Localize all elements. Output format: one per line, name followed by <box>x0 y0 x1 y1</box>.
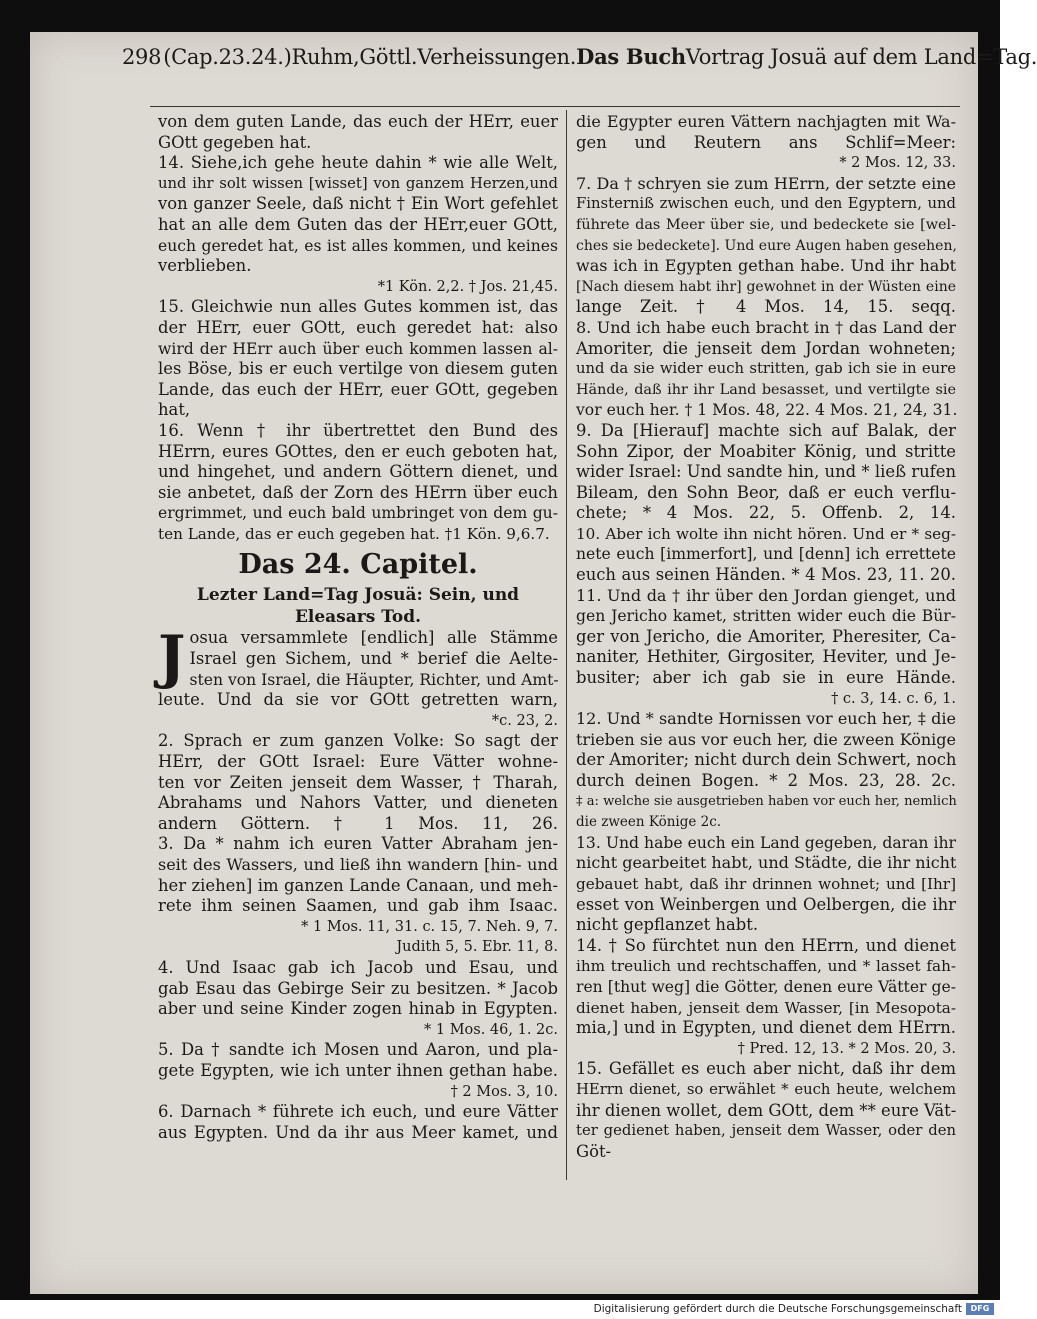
text-line: ergrimmet, und euch bald umbringet von dem gu- <box>158 504 558 523</box>
text-line: rete ihm seinen Saamen, und gab ihm Isaac. <box>158 896 558 916</box>
text-line: durch deinen Bogen. * 2 Mos. 23, 28. 2c. <box>576 771 956 790</box>
text-line: führete das Meer über sie, und bedeckete sie [wel- <box>576 216 956 233</box>
text-line: 11. Und da † ihr über den Jordan gienget, und <box>576 585 956 605</box>
text-line: Israel gen Sichem, und * berief die Aelte- <box>189 649 558 669</box>
text-line: und da sie wider euch stritten, gab ich sie in eure <box>576 360 956 378</box>
text-line: Lande, das euch der HErr, euer GOtt, gegeben <box>158 379 558 399</box>
text-line: 4. Und Isaac gab ich Jacob und Esau, und <box>158 957 558 977</box>
text-line: hat an alle dem Guten das der HErr,euer GOtt, <box>158 214 558 234</box>
text-line: 7. Da † schryen sie zum HErrn, der setzte eine <box>576 173 956 193</box>
text-line: ihr dienen wollet, dem GOtt, dem ** eure Vät- <box>576 1100 957 1120</box>
text-line: *c. 23, 2. <box>491 712 558 729</box>
text-line: † c. 3, 14. c. 6, 1. <box>831 690 956 707</box>
text-line: gen und Reutern ans Schlif=Meer: <box>576 132 956 152</box>
text-line: euch geredet hat, es ist alles kommen, und keines <box>158 236 558 255</box>
running-header <box>122 44 1037 78</box>
text-line: naniter, Hethiter, Girgositer, Heviter, und Je- <box>576 647 956 667</box>
text-line: * 2 Mos. 12, 33. <box>839 155 956 172</box>
text-line: die Egypter euren Vättern nachjagten mit Wa- <box>576 112 956 131</box>
text-line: der HErr, euer GOtt, euch geredet hat: also <box>158 317 558 337</box>
text-line: † 2 Mos. 3, 10. <box>450 1083 558 1100</box>
right-text-block <box>576 112 956 1162</box>
text-line: les Böse, bis er euch vertilge von diesem guten <box>158 359 558 379</box>
text-line: dienet haben, jenseit dem Wasser, [in Mesopota- <box>576 998 956 1017</box>
text-line: chete; * 4 Mos. 22, 5. Offenb. 2, 14. <box>576 503 956 523</box>
text-line: HErr, der GOtt Israel: Eure Vätter wohne- <box>158 752 558 772</box>
text-line: esset von Weinbergen und Oelbergen, die ihr <box>576 894 956 914</box>
text-line: † Pred. 12, 13. * 2 Mos. 20, 3. <box>737 1040 956 1057</box>
text-line: sie anbetet, daß der Zorn des HErrn über euch <box>158 482 558 502</box>
text-line: HErrn dienet, so erwählet * euch heute, welchem <box>576 1080 956 1098</box>
text-line: ter gedienet haben, jenseit dem Wasser, oder den <box>576 1122 956 1140</box>
left-chapter-text <box>158 623 559 1143</box>
text-line: ger von Jericho, die Amoriter, Pheresiter, Ca- <box>576 626 956 646</box>
text-line: aber und seine Kinder zogen hinab in Egypten. <box>158 999 558 1019</box>
text-line: nicht gepflanzet habt. <box>576 915 759 935</box>
text-line: Abrahams und Nahors Vatter, und dieneten <box>158 793 558 813</box>
text-line: 15. Gleichwie nun alles Gutes kommen ist, das <box>158 297 558 317</box>
text-line: ten Lande, das er euch gegeben hat. †1 Kön. 9,6.7. <box>158 524 550 543</box>
text-line: Amoriter, die jenseit dem Jordan wohneten; <box>576 338 956 358</box>
text-line: sten von Israel, die Häupter, Richter, und Amt- <box>189 670 559 689</box>
text-line: 13. Und habe euch ein Land gegeben, daran ihr <box>576 833 956 852</box>
text-line: die zween Könige 2c. <box>576 814 722 831</box>
text-line: ches sie bedeckete]. Und eure Augen haben gesehen, <box>576 237 957 254</box>
column-divider <box>566 110 567 1180</box>
drop-cap: J <box>158 623 186 692</box>
right-column <box>576 112 956 1162</box>
text-line: 14. Siehe,ich gehe heute dahin * wie alle Welt, <box>158 153 558 173</box>
text-line: nete euch [immerfort], und [denn] ich errettete <box>576 545 956 564</box>
text-line: aus Egypten. Und da ihr aus Meer kamet, und <box>158 1122 558 1142</box>
text-line: von dem guten Lande, das euch der HErr, euer <box>158 112 558 131</box>
digitization-footer <box>0 1300 1000 1319</box>
text-line: 2. Sprach er zum ganzen Volke: So sagt der <box>158 731 558 751</box>
left-text-block <box>158 112 558 544</box>
text-line: 15. Gefället es euch aber nicht, daß ihr dem <box>576 1059 956 1079</box>
text-line: Göt- <box>576 1141 612 1161</box>
text-line: verblieben. <box>158 256 252 276</box>
text-line: 10. Aber ich wolte ihn nicht hören. Und er * seg- <box>576 524 956 543</box>
text-line: * 1 Mos. 11, 31. c. 15, 7. Neh. 9, 7. <box>301 918 558 935</box>
text-line: leute. Und da sie vor GOtt getretten warn, <box>158 690 558 710</box>
text-line: hat, <box>158 400 191 420</box>
text-line: gebauet habt, daß ihr drinnen wohnet; und [Ihr] <box>576 874 956 893</box>
text-line: ten vor Zeiten jenseit dem Wasser, † Tharah, <box>158 772 558 792</box>
running-title: (Cap.23.24.)Ruhm,Göttl.Verheissungen. <box>163 45 577 69</box>
text-line: andern Göttern. † 1 Mos. 11, 26. <box>158 813 558 833</box>
text-line: busiter; aber ich gab sie in eure Hände. <box>576 668 956 688</box>
text-line: wider Israel: Und sandte hin, und * ließ rufen <box>576 462 956 482</box>
text-line: was ich in Egypten gethan habe. Und ihr habt <box>576 256 956 276</box>
text-line: 3. Da * nahm ich euren Vatter Abraham jen- <box>158 834 558 854</box>
text-line: euch aus seinen Händen. * 4 Mos. 23, 11. 20. <box>576 565 956 585</box>
text-line: gen Jericho kamet, stritten wider euch die Bür- <box>576 607 956 626</box>
text-line: 12. Und * sandte Hornissen vor euch her, ‡ die <box>576 709 956 729</box>
text-line: 14. † So fürchtet nun den HErrn, und dienet <box>576 935 956 955</box>
text-line: GOtt gegeben hat. <box>158 132 312 152</box>
text-line: 5. Da † sandte ich Mosen und Aaron, und pla- <box>158 1040 558 1060</box>
text-line: 16. Wenn † ihr übertrettet den Bund des <box>158 420 558 440</box>
text-line: Finsterniß zwischen euch, und den Egyptern, und <box>576 195 956 213</box>
text-line: her ziehen] im ganzen Lande Canaan, und meh- <box>158 875 558 895</box>
text-line: und ihr solt wissen [wisset] von ganzem Herzen,und <box>158 174 558 192</box>
text-line: ihm treulich und rechtschaffen, und * lasset fah- <box>576 957 956 976</box>
text-line: gab Esau das Gebirge Seir zu besitzen. * Jacob <box>158 978 558 998</box>
text-line: lange Zeit. † 4 Mos. 14, 15. seqq. <box>576 297 956 317</box>
text-line: HErrn, eures GOttes, den er euch geboten hat, <box>158 441 558 461</box>
text-line: mia,] und in Egypten, und dienet dem HErrn. <box>576 1018 956 1038</box>
text-line: Sohn Zipor, der Moabiter König, und stritte <box>576 441 956 461</box>
text-line: Hände, daß ihr ihr Land besasset, und vertilgte sie <box>576 381 956 398</box>
text-line: trieben sie aus vor euch her, die zween Könige <box>576 729 956 749</box>
text-line: Judith 5, 5. Ebr. 11, 8. <box>396 939 558 956</box>
text-line: 9. Da [Hierauf] machte sich auf Balak, der <box>576 420 956 440</box>
text-line: von ganzer Seele, daß nicht † Ein Wort gefehlet <box>158 194 558 214</box>
text-line: wird der HErr auch über euch kommen lassen al- <box>158 339 558 358</box>
text-line: 6. Darnach * führete ich euch, und eure Vätter <box>158 1102 558 1122</box>
text-line: der Amoriter; nicht durch dein Schwert, noch <box>576 750 957 770</box>
text-line: nicht gearbeitet habt, und Städte, die ihr nicht <box>576 853 957 873</box>
chapter-subtitle-line-1: Lezter Land=Tag Josuä: Sein, und <box>196 585 520 606</box>
text-line: osua versammlete [endlich] alle Stämme <box>189 628 558 648</box>
page-number: 298 <box>122 45 162 69</box>
funding-credit: Digitalisierung gefördert durch die Deutsche Forschungsgemeinschaft <box>593 1303 962 1315</box>
text-line: vor euch her. † 1 Mos. 48, 22. 4 Mos. 21, 24, 31. <box>576 401 958 420</box>
text-line: * 1 Mos. 46, 1. 2c. <box>424 1021 558 1038</box>
chapter-subtitle-line-2: Eleasars Tod. <box>294 607 422 628</box>
dfg-logo: DFG <box>966 1303 994 1315</box>
text-line: gete Egypten, wie ich unter ihnen gethan habe. <box>158 1060 558 1080</box>
chapter-heading: Das 24. Capitel. <box>238 549 478 581</box>
header-rule <box>150 106 960 107</box>
text-line: Bileam, den Sohn Beor, daß er euch verflu- <box>576 482 956 502</box>
text-line: 8. Und ich habe euch bracht in † das Land der <box>576 317 956 337</box>
text-line: und hingehet, und andern Göttern dienet, und <box>158 462 558 482</box>
text-line: *1 Kön. 2,2. † Jos. 21,45. <box>377 278 558 295</box>
text-line: ‡ a: welche sie ausgetrieben haben vor euch her, nemlich <box>576 793 957 809</box>
text-line: seit des Wassers, und ließ ihn wandern [hin- und <box>158 855 558 874</box>
left-column <box>158 112 558 1143</box>
text-line: [Nach diesem habt ihr] gewohnet in der Wüsten eine <box>576 278 956 295</box>
text-line: ren [thut weg] die Götter, denen eure Vätter ge- <box>576 977 956 996</box>
right-running-title: Vortrag Josuä auf dem Land=Tag. <box>685 45 1037 69</box>
book-label: Das Buch <box>576 44 686 69</box>
